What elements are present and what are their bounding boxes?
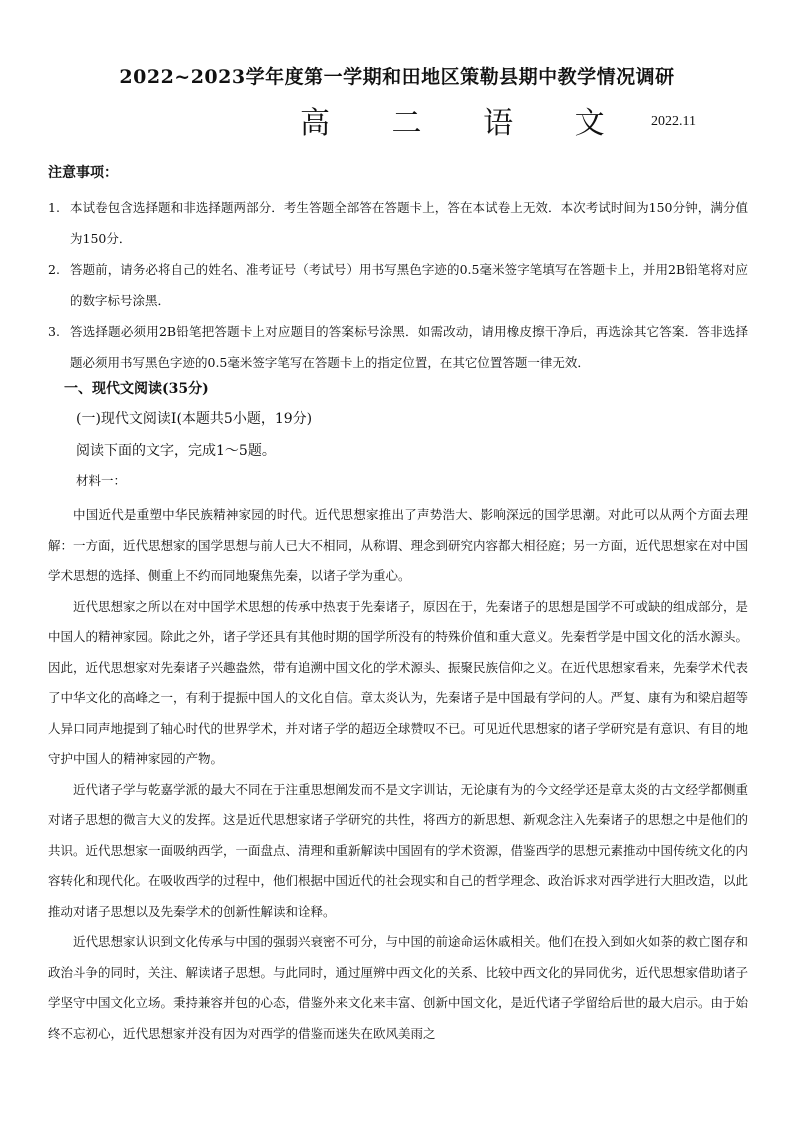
notice-text: 本试卷包含选择题和非选择题两部分．考生答题全部答在答题卡上，答在本试卷上无效．本次考试时间为150分钟，满分值为150分． — [70, 200, 748, 246]
passage-paragraph: 中国近代是重塑中华民族精神家园的时代。近代思想家推出了声势浩大、影响深远的国学思潮。对此可以从两个方面去理解：一方面，近代思想家的国学思想与前人已大不相同，从称谓、理念到研究内容都大相径庭；另一方面，近代思想家在对中国学术思想的选择、侧重上不约而同地聚焦先秦，以诸子学为重心。 — [48, 507, 749, 583]
notice-number: 3. — [48, 324, 60, 339]
subject-title: 高 二 语 文 — [300, 106, 631, 141]
notice-item — [48, 192, 748, 254]
notice-list — [48, 192, 748, 378]
notice-number: 2. — [48, 262, 60, 277]
passage-paragraph: 近代思想家认识到文化传承与中国的强弱兴衰密不可分，与中国的前途命运休戚相关。他们在投入到如火如荼的救亡图存和政治斗争的同时，关注、解读诸子思想。与此同时，通过厘辨中西文化的关系、比较中西文化的异同优劣，近代思想家借助诸子学坚守中国文化立场。秉持兼容并包的心态，借鉴外来文化来丰富、创新中国文化，是近代诸子学留给后世的最大启示。由于始终不忘初心，近代思想家并没有因为对西学的借鉴而迷失在欧风美雨之 — [48, 934, 749, 1041]
notice-text: 答选择题必须用2B铅笔把答题卡上对应题目的答案标号涂黑．如需改动，请用橡皮擦干净后，再选涂其它答案．答非选择题必须用书写黑色字迹的0.5毫米签字笔写在答题卡上的指定位置，在其它位置答题一律无效． — [70, 324, 748, 370]
section-heading: 一、现代文阅读(35分) — [64, 381, 209, 397]
exam-date: 2022.11 — [651, 114, 696, 129]
notice-text: 答题前，请务必将自己的姓名、准考证号（考试号）用书写黑色字迹的0.5毫米签字笔填写在答题卡上，并用2B铅笔将对应的数字标号涂黑． — [70, 262, 748, 308]
notice-item — [48, 254, 748, 316]
reading-instruction: 阅读下面的文字，完成1～5题。 — [76, 443, 276, 459]
notice-heading: 注意事项： — [48, 165, 118, 181]
notice-item — [48, 316, 748, 378]
notice-number: 1. — [48, 200, 60, 215]
material-label: 材料一： — [76, 473, 127, 488]
passage-paragraph: 近代诸子学与乾嘉学派的最大不同在于注重思想阐发而不是文字训诂，无论康有为的今文经学还是章太炎的古文经学都侧重对诸子思想的微言大义的发挥。这是近代思想家诸子学研究的共性，将西方的新思想、新观念注入先秦诸子的思想之中是他们的共识。近代思想家一面吸纳西学，一面盘点、清理和重新解读中国固有的学术资源，借鉴西学的思想元素推动中国传统文化的内容转化和现代化。在吸收西学的过程中，他们根据中国近代的社会现实和自己的哲学理念、政治诉求对西学进行大胆改造，以此推动对诸子思想以及先秦学术的创新性解读和诠释。 — [48, 781, 749, 919]
reading-passage — [48, 500, 748, 1049]
passage-paragraph: 近代思想家之所以在对中国学术思想的传承中热衷于先秦诸子，原因在于，先秦诸子的思想是国学不可或缺的组成部分，是中国人的精神家园。除此之外，诸子学还具有其他时期的国学所没有的特殊价值和重大意义。先秦哲学是中国文化的活水源头。因此，近代思想家对先秦诸子兴趣盎然，带有追溯中国文化的学术源头、振聚民族信仰之义。在近代思想家看来，先秦学术代表了中华文化的高峰之一，有利于提振中国人的文化自信。章太炎认为，先秦诸子是中国最有学问的人。严复、康有为和梁启超等人异口同声地提到了轴心时代的世界学术，并对诸子学的超迈全球赞叹不已。可见近代思想家的诸子学研究是有意识、有目的地守护中国人的精神家园的产物。 — [48, 598, 749, 766]
subsection-heading: (一)现代文阅读Ⅰ(本题共5小题，19分) — [76, 411, 313, 427]
exam-title: 2022~2023学年度第一学期和田地区策勒县期中教学情况调研 — [119, 66, 675, 88]
